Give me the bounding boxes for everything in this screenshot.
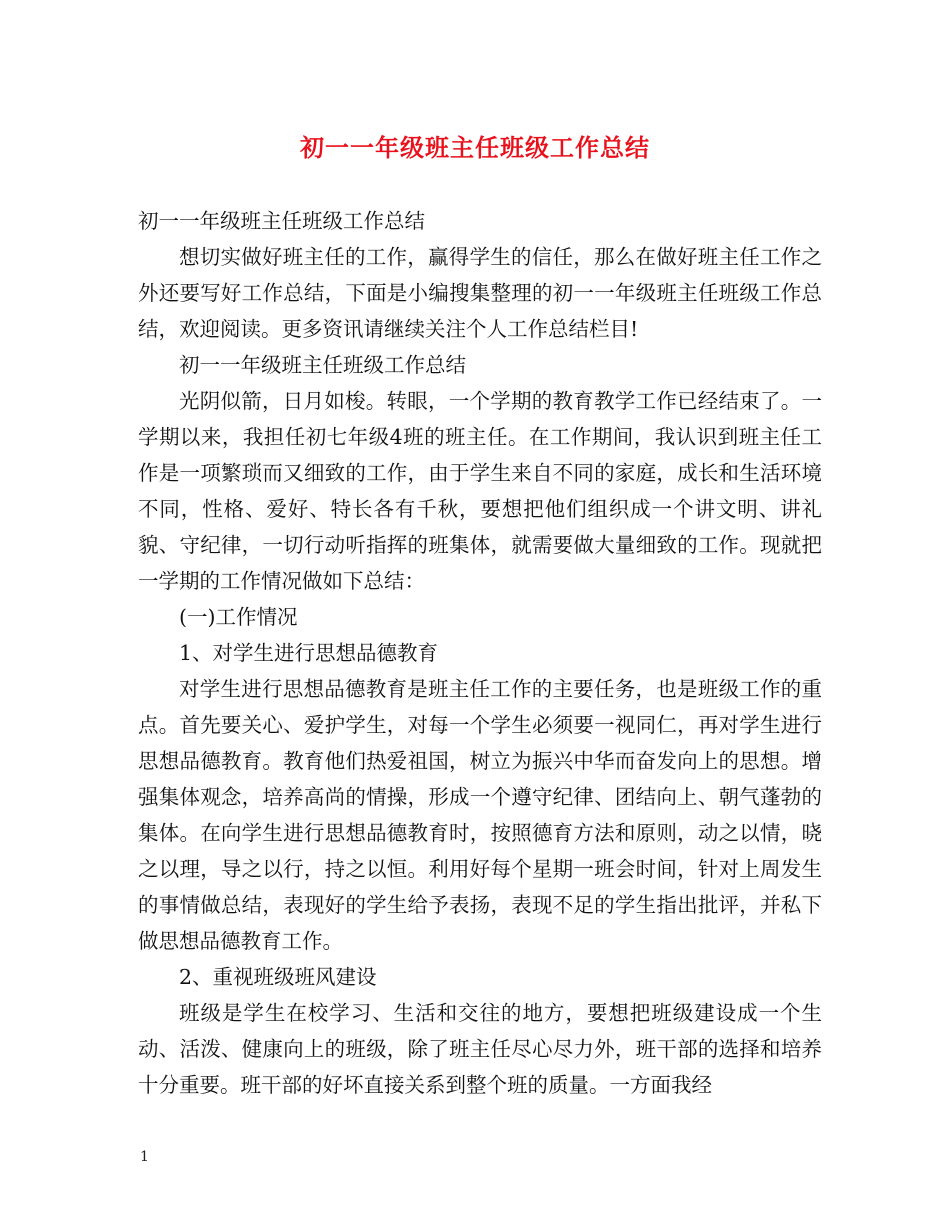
page-number: 1: [140, 1149, 149, 1165]
paragraph-heading: 初一一年级班主任班级工作总结: [138, 209, 425, 233]
document-title: 初一一年级班主任班级工作总结: [300, 133, 650, 162]
paragraph-moral-education: 对学生进行思想品德教育是班主任工作的主要任务，也是班级工作的重点。首先要关心、爱护学生，对每一个学生必须要一视同仁，再对学生进行思想品德教育。教育他们热爱祖国，树立为振兴中华而奋发向上的思想。增强集体观念，培养高尚的情操，形成一个遵守纪律、团结向上、朝气蓬勃的集体。在向学生进行思想品德教育时，按照德育方法和原则，动之以情，晓之以理，导之以行，持之以恒。利用好每个星期一班会时间，针对上周发生的事情做总结，表现好的学生给予表扬，表现不足的学生指出批评，并私下做思想品德教育工作。: [138, 677, 822, 953]
item-heading-1: 1、对学生进行思想品德教育: [179, 641, 439, 665]
item-heading-2: 2、重视班级班风建设: [179, 965, 377, 989]
paragraph-opening: 光阴似箭，日月如梭。转眼，一个学期的教育教学工作已经结束了。一学期以来，我担任初七年级4班的班主任。在工作期间，我认识到班主任工作是一项繁琐而又细致的工作，由于学生来自不同的家庭，成长和生活环境不同，性格、爱好、特长各有千秋，要想把他们组织成一个讲文明、讲礼貌、守纪律，一切行动听指挥的班集体，就需要做大量细致的工作。现就把一学期的工作情况做如下总结：: [138, 389, 822, 593]
paragraph-intro: 想切实做好班主任的工作，赢得学生的信任，那么在做好班主任工作之外还要写好工作总结，下面是小编搜集整理的初一一年级班主任班级工作总结，欢迎阅读。更多资讯请继续关注个人工作总结栏目!: [138, 245, 822, 341]
paragraph-class-culture: 班级是学生在校学习、生活和交往的地方，要想把班级建设成一个生动、活泼、健康向上的班级，除了班主任尽心尽力外，班干部的选择和培养十分重要。班干部的好坏直接关系到整个班的质量。一方面我经: [138, 1001, 822, 1097]
document-body: [138, 203, 822, 1103]
section-heading-work: (一)工作情况: [179, 605, 298, 629]
paragraph-subtitle: 初一一年级班主任班级工作总结: [179, 353, 466, 377]
